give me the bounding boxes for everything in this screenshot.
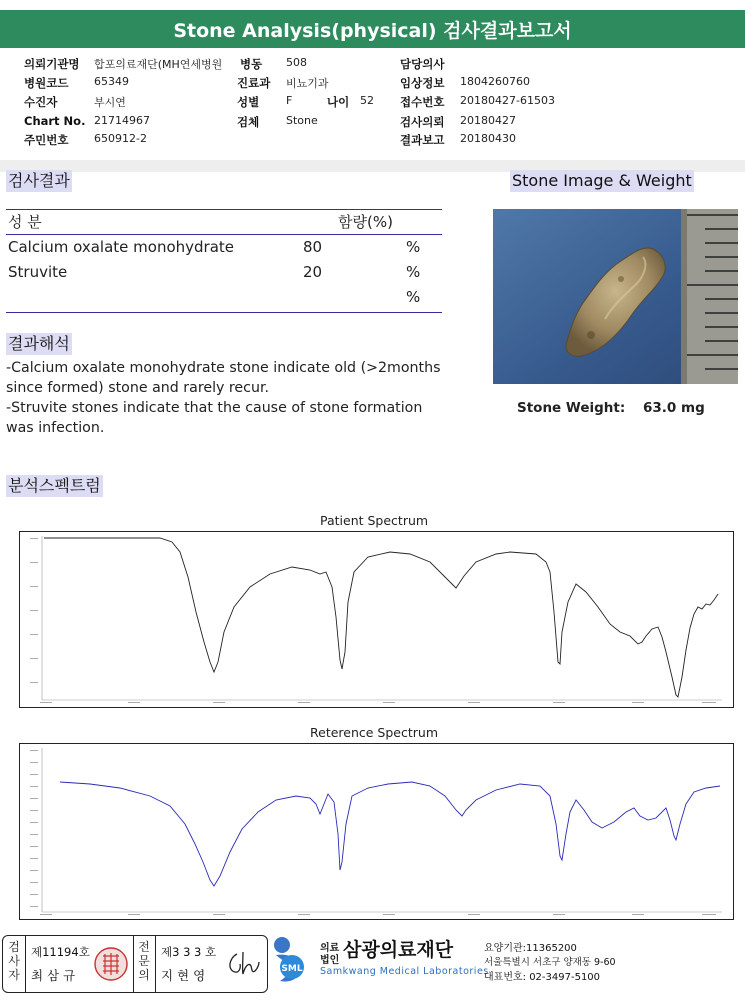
org-english-name: Samkwang Medical Laboratories (320, 966, 489, 977)
request-value: 20180427 (460, 114, 516, 127)
receipt-value: 20180427-61503 (460, 94, 555, 107)
examiner-license: 제11194호 (31, 945, 90, 959)
org-logo-icon (270, 935, 320, 985)
patient-spectrum-frame (19, 531, 734, 708)
patient-spectrum-plot (20, 532, 733, 707)
reference-spectrum-title: Reterence Spectrum (310, 725, 438, 740)
age-label: 나이 (327, 95, 350, 109)
doctor-vertical-label: 전 문 의 (138, 940, 150, 982)
results-heading: 검사결과 (8, 171, 70, 190)
table-header-line (6, 234, 442, 235)
spectrum-heading: 분석스펙트럼 (8, 476, 101, 495)
org-address: 서울특별시 서초구 양재동 9-60 (484, 957, 616, 968)
footer (0, 933, 745, 1000)
doctor-label: 담당의사 (400, 57, 445, 71)
chart-value: 21714967 (94, 114, 150, 127)
result-name: Calcium oxalate monohydrate (8, 238, 235, 256)
patient-value: 부시연 (94, 96, 126, 109)
hospital-code-label: 병원코드 (24, 76, 69, 90)
ward-value: 508 (286, 56, 307, 69)
dept-label: 진료과 (237, 76, 271, 90)
table-bottom-line (6, 312, 442, 313)
interpretation-line: -Calcium oxalate monohydrate stone indicate old (>2months (6, 360, 441, 376)
stone-weight-value: 63.0 mg (643, 400, 705, 416)
signature-box (2, 935, 268, 993)
result-value: 20 (303, 263, 323, 281)
org-name: 삼광의료재단 (343, 939, 454, 961)
result-unit: % (406, 288, 421, 306)
request-label: 검사의뢰 (400, 115, 445, 129)
stone-heading: Stone Image & Weight (512, 171, 692, 190)
id-label: 주민번호 (24, 133, 69, 147)
table-top-line (6, 209, 442, 210)
stone-photo (493, 209, 738, 384)
interpretation-line: since formed) stone and rarely recur. (6, 380, 269, 396)
specimen-value: Stone (286, 114, 318, 127)
clinical-label: 임상정보 (400, 76, 445, 90)
logo-text: SML (281, 964, 303, 974)
receipt-label: 접수번호 (400, 95, 445, 109)
examiner-seal-icon (93, 946, 129, 982)
institution-label: 의뢰기관명 (24, 57, 80, 71)
col-content-header: 함량(%) (338, 213, 393, 231)
report-label: 결과보고 (400, 133, 445, 147)
patient-label: 수진자 (24, 95, 58, 109)
divider (155, 936, 156, 992)
org-prefix: 의료 (320, 943, 340, 954)
care-institution-number: 요양기관:11365200 (484, 943, 577, 954)
reference-spectrum-frame (19, 743, 734, 920)
result-unit: % (406, 238, 421, 256)
examiner-vertical-label: 검 사 자 (8, 940, 20, 982)
institution-value: 합포의료재단(MH연세병원 (94, 58, 223, 71)
chart-label: Chart No. (24, 114, 86, 128)
id-value: 650912-2 (94, 132, 147, 145)
org-phone: 대표번호: 02-3497-5100 (484, 972, 601, 983)
specimen-label: 검체 (237, 115, 260, 129)
result-name: Struvite (8, 263, 68, 281)
sex-value: F (286, 94, 293, 107)
result-unit: % (406, 263, 421, 281)
sex-label: 성별 (237, 95, 260, 109)
patient-info-panel (0, 48, 745, 158)
interpretation-line: -Struvite stones indicate that the cause of stone formation (6, 400, 423, 416)
ward-label: 병동 (240, 57, 263, 71)
hospital-code-value: 65349 (94, 75, 129, 88)
stone-weight-label: Stone Weight: (517, 400, 626, 416)
result-value: 80 (303, 238, 323, 256)
patient-spectrum-title: Patient Spectrum (320, 513, 429, 528)
examiner-name: 최 삼 규 (31, 968, 76, 983)
age-value: 52 (360, 94, 374, 107)
reference-spectrum-plot (20, 744, 733, 919)
doctor-name: 지 현 영 (161, 968, 206, 983)
doctor-signature-icon (225, 948, 261, 978)
divider (133, 936, 134, 992)
doctor-license: 제3 3 3 호 (161, 945, 217, 959)
interpretation-heading: 결과해석 (8, 334, 70, 353)
report-value: 20180430 (460, 132, 516, 145)
dept-value: 비뇨기과 (286, 77, 329, 90)
org-prefix: 법인 (320, 955, 340, 966)
report-title: Stone Analysis(physical) 검사결과보고서 (0, 10, 745, 48)
interpretation-line: was infection. (6, 420, 105, 436)
col-component-header: 성 분 (8, 213, 42, 231)
divider (25, 936, 26, 992)
clinical-value: 1804260760 (460, 75, 530, 88)
